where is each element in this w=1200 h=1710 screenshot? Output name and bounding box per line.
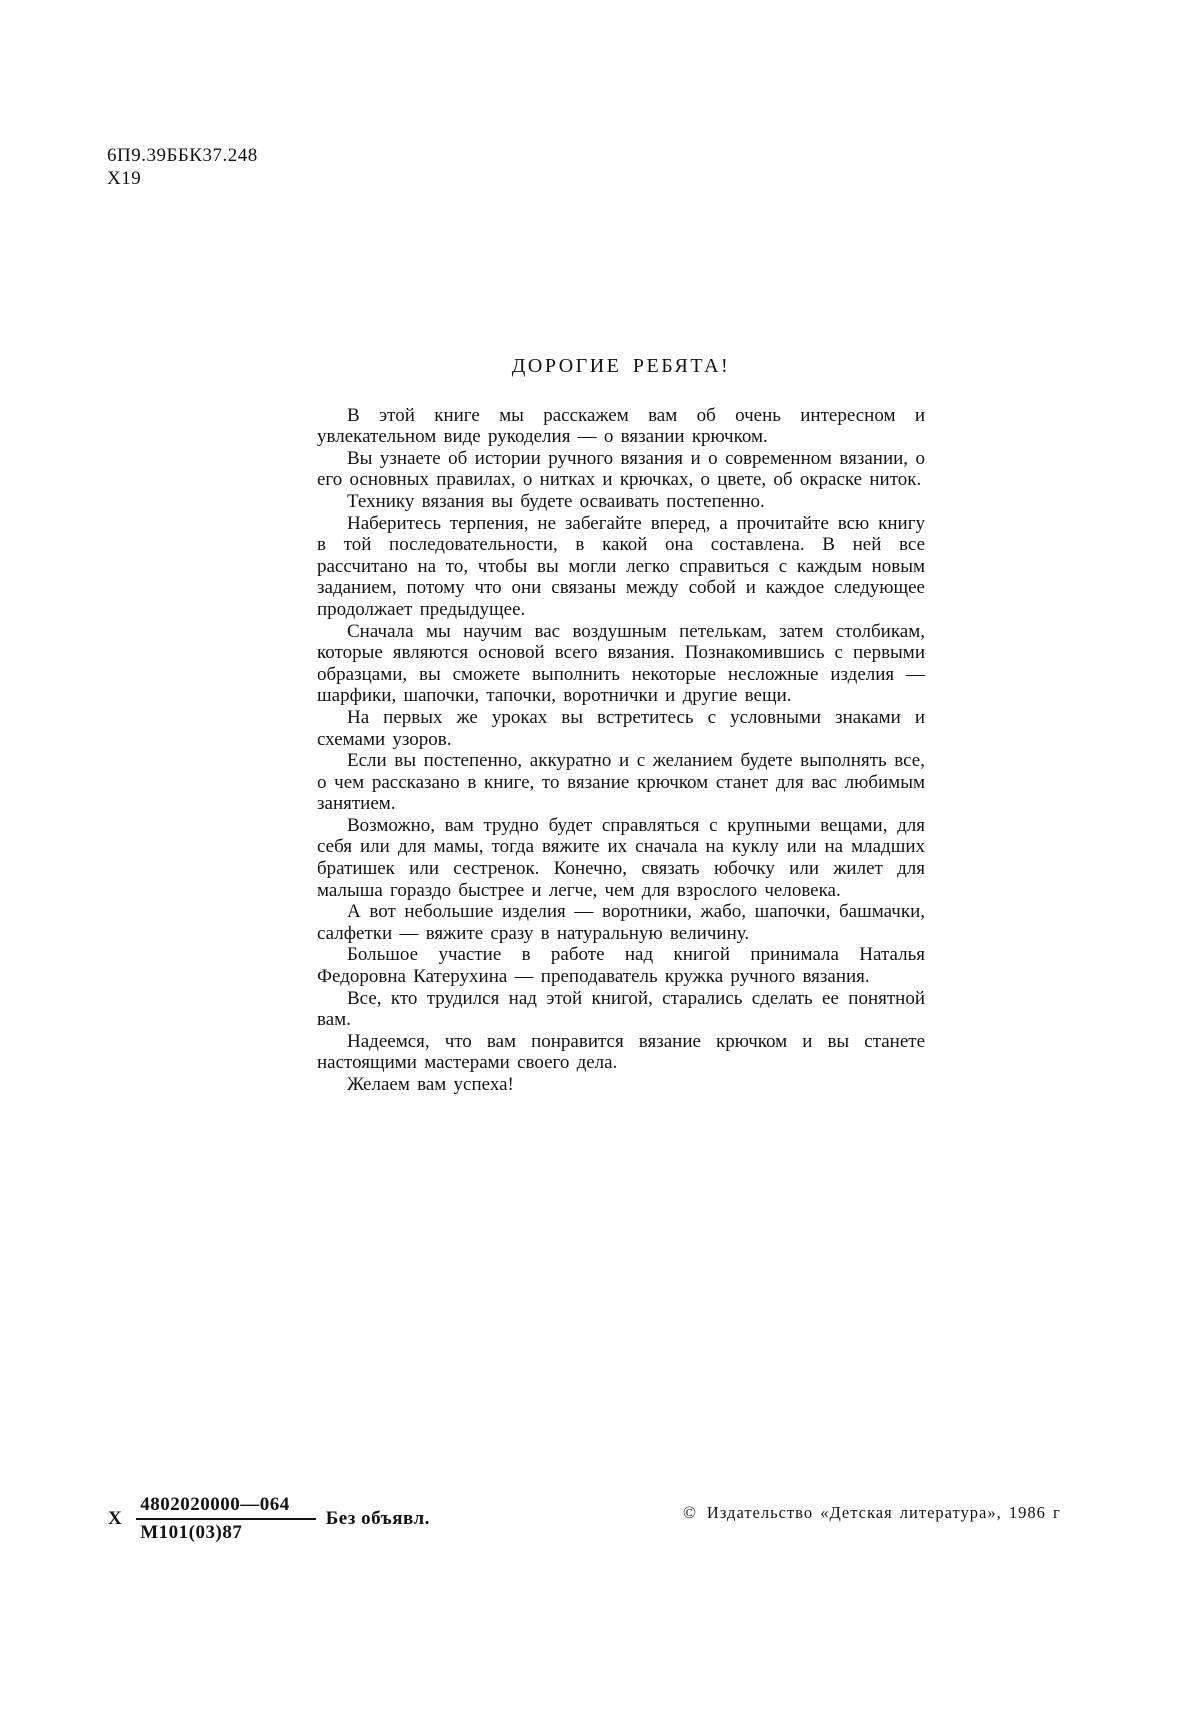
paragraph: Наберитесь терпения, не забегайте вперед, а прочитайте всю книгу в той последовательности, в какой она составлена. В ней все рассчитано на то, чтобы вы могли легко справиться с каждым новым заданием, потому что они связаны между собой и каждое следующее продолжает предыдущее.: [317, 512, 925, 620]
paragraph: В этой книге мы расскажем вам об очень интересном и увлекательном виде рукоделия — о вязании крючком.: [317, 404, 925, 448]
paragraph: Вы узнаете об истории ручного вязания и о современном вязании, о его основных правилах, о нитках и крючках, о цвете, об окраске ниток.: [317, 447, 925, 491]
series-letter: Х: [108, 1508, 123, 1529]
paragraph: А вот небольшие изделия — воротники, жабо, шапочки, башмачки, салфетки — вяжите сразу в натуральную величину.: [317, 901, 925, 944]
paragraph: Если вы постепенно, аккуратно и с желанием будете выполнять все, о чем рассказано в книге, то вязание крючком станет для вас любимым занятием.: [317, 750, 925, 815]
classification-code: 6П9.39ББК37.248: [107, 145, 258, 166]
paragraph: Сначала мы научим вас воздушным петелькам, затем столбикам, которые являются основой всего вязания. Познакомившись с первыми образцами, вы сможете выполнить некоторые несложные изделия — шарфики, шапочки, тапочки, воротнички и другие вещи.: [317, 620, 925, 707]
paragraph: Большое участие в работе над книгой принимала Наталья Федоровна Катерухина — преподаватель кружка ручного вязания.: [317, 944, 925, 988]
copyright-line: [683, 1503, 1061, 1523]
catalog-number-fraction: [136, 1494, 316, 1544]
page-title: ДОРОГИЕ РЕБЯТА!: [511, 355, 731, 377]
no-announcement-note: Без объявл.: [325, 1508, 430, 1529]
catalog-denominator: М101(03)87: [140, 1522, 243, 1543]
copyright-icon: ©: [683, 1503, 697, 1522]
bibliographic-stamp: [107, 144, 258, 190]
publisher-text: Издательство «Детская литература», 1986 г: [706, 1503, 1061, 1522]
paragraph: Все, кто трудился над этой книгой, старались сделать ее понятной вам.: [317, 987, 925, 1031]
paragraph: Технику вязания вы будете осваивать постепенно.: [347, 490, 765, 512]
paragraph: Возможно, вам трудно будет справляться с крупными вещами, для себя или для мамы, тогда вяжите их сначала на куклу или на младших братишек или сестренок. Конечно, связать юбочку или жилет для малыша гораздо быстрее и легче, чем для взрослого человека.: [317, 814, 925, 901]
paragraph: Желаем вам успеха!: [347, 1074, 514, 1095]
foreword-text: [317, 356, 925, 1096]
paragraph: На первых же уроках вы встретитесь с условными знаками и схемами узоров.: [317, 706, 925, 750]
paragraph: Надеемся, что вам понравится вязание крючком и вы станете настоящими мастерами своего дела.: [317, 1030, 925, 1074]
catalog-index-block: [108, 1494, 430, 1544]
author-sign: Х19: [107, 168, 142, 189]
catalog-numerator: 4802020000—064: [136, 1494, 316, 1520]
